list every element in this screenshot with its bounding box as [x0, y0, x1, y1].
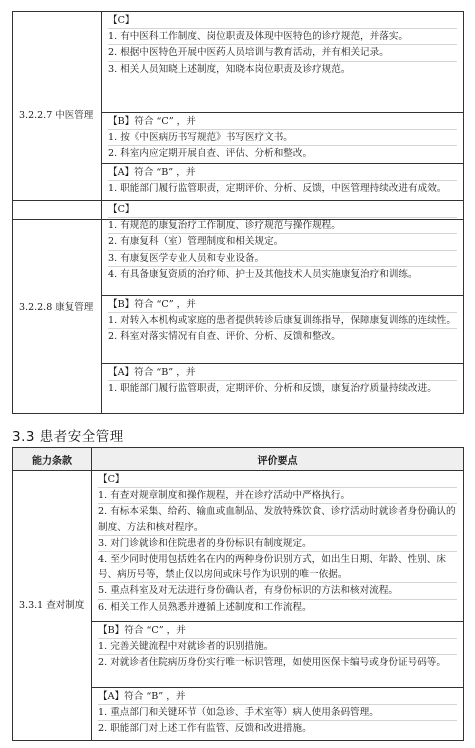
grade-b-cell: [102, 296, 464, 364]
grade-c-cell: [102, 12, 464, 113]
column-header-criteria: 评价要点: [92, 448, 464, 471]
clause-label: 3.3.1 查对制度: [13, 471, 92, 741]
grade-b-cell: [92, 622, 464, 688]
grade-c-cell: [102, 201, 464, 296]
grade-c-cell: [92, 471, 464, 622]
criterion-item: 2. 有康复科（室）管理制度和相关规定。: [108, 233, 457, 249]
criterion-item: 1. 按《中医病历书写规范》书写医疗文书。: [108, 129, 457, 145]
grade-b-heading: 【B】符合 “C” ，并: [108, 116, 196, 127]
criteria-table-patient-safety: [12, 447, 464, 741]
column-header-clause: 能力条款: [13, 448, 92, 471]
grade-a-heading: 【A】符合 “B” ，并: [98, 691, 186, 702]
grade-c-heading: 【C】: [98, 474, 125, 485]
criterion-item: 1. 有规范的康复治疗工作制度、诊疗规范与操作规程。: [108, 217, 457, 233]
criterion-item: 1. 职能部门履行监管职责，定期评价、分析和反馈，康复治疗质量持续改进。: [108, 380, 457, 396]
criterion-item: 4. 有具备康复资质的治疗师、护士及其他技术人员实施康复治疗和训练。: [108, 266, 457, 282]
section-title: 3.3 患者安全管理: [12, 429, 124, 445]
criterion-item: 2. 对就诊者住院病历身份实行唯一标识管理，如使用医保卡编号或身份证号码等。: [98, 654, 457, 670]
grade-a-cell: [102, 364, 464, 414]
criterion-item: 1. 完善关键流程中对就诊者的识别措施。: [98, 638, 457, 654]
criterion-item: 3. 相关人员知晓上述制度，知晓本岗位职责及诊疗规范。: [108, 61, 457, 77]
criterion-item: 2. 科室对落实情况有自查、评价、分析、反馈和整改。: [108, 328, 457, 344]
grade-c-heading: 【C】: [108, 204, 135, 215]
criterion-item: 3. 对门诊就诊和住院患者的身份标识有制度规定。: [98, 535, 457, 551]
criterion-item: 1. 对转入本机构或家庭的患者提供转诊后康复训练指导，保障康复训练的连续性。: [108, 312, 457, 328]
criteria-table-tcm: [12, 11, 464, 220]
grade-b-cell: [102, 113, 464, 164]
grade-c-heading: 【C】: [108, 15, 135, 26]
criterion-item: 3. 有康复医学专业人员和专业设备。: [108, 250, 457, 266]
criterion-item: 1. 重点部门和关键环节（如急诊、手术室等）病人使用条码管理。: [98, 704, 457, 720]
grade-b-heading: 【B】符合 “C” ，并: [108, 299, 196, 310]
clause-label: 3.2.2.8 康复管理: [13, 201, 102, 414]
criterion-item: 2. 科室内应定期开展自查、评估、分析和整改。: [108, 145, 457, 161]
criterion-item: 2. 根据中医特色开展中医药人员培训与教育活动，并有相关记录。: [108, 44, 457, 60]
criterion-item: 4. 至少同时使用包括姓名在内的两种身份识别方式，如出生日期、年龄、性别、床号、病历号等，禁止仅以房间或床号作为识别的唯一依据。: [98, 551, 457, 582]
criterion-item: 1. 职能部门履行监管职责，定期评价、分析、反馈，中医管理持续改进有成效。: [108, 180, 457, 196]
criterion-item: 1. 有查对规章制度和操作规程，并在诊疗活动中严格执行。: [98, 487, 457, 503]
criterion-item: 5. 重点科室及对无法进行身份确认者，有身份标识的方法和核对流程。: [98, 582, 457, 598]
criterion-item: 1. 有中医科工作制度、岗位职责及体现中医特色的诊疗规范，并落实。: [108, 28, 457, 44]
grade-a-heading: 【A】符合 “B” ，并: [108, 166, 196, 178]
grade-b-heading: 【B】符合 “C” ，并: [98, 625, 186, 636]
grade-a-heading: 【A】符合 “B” ，并: [108, 367, 196, 378]
clause-label: 3.2.2.7 中医管理: [13, 12, 102, 220]
criterion-item: 6. 相关工作人员熟悉并遵循上述制度和工作流程。: [98, 599, 457, 615]
criterion-item: 2. 有标本采集、给药、输血或血制品、发放特殊饮食、诊疗活动时就诊者身份确认的制度、方法和核对程序。: [98, 503, 457, 534]
criterion-item: 2. 职能部门对上述工作有监管、反馈和改进措施。: [98, 720, 457, 736]
grade-a-cell: [92, 688, 464, 741]
criteria-table-rehab: [12, 200, 464, 414]
